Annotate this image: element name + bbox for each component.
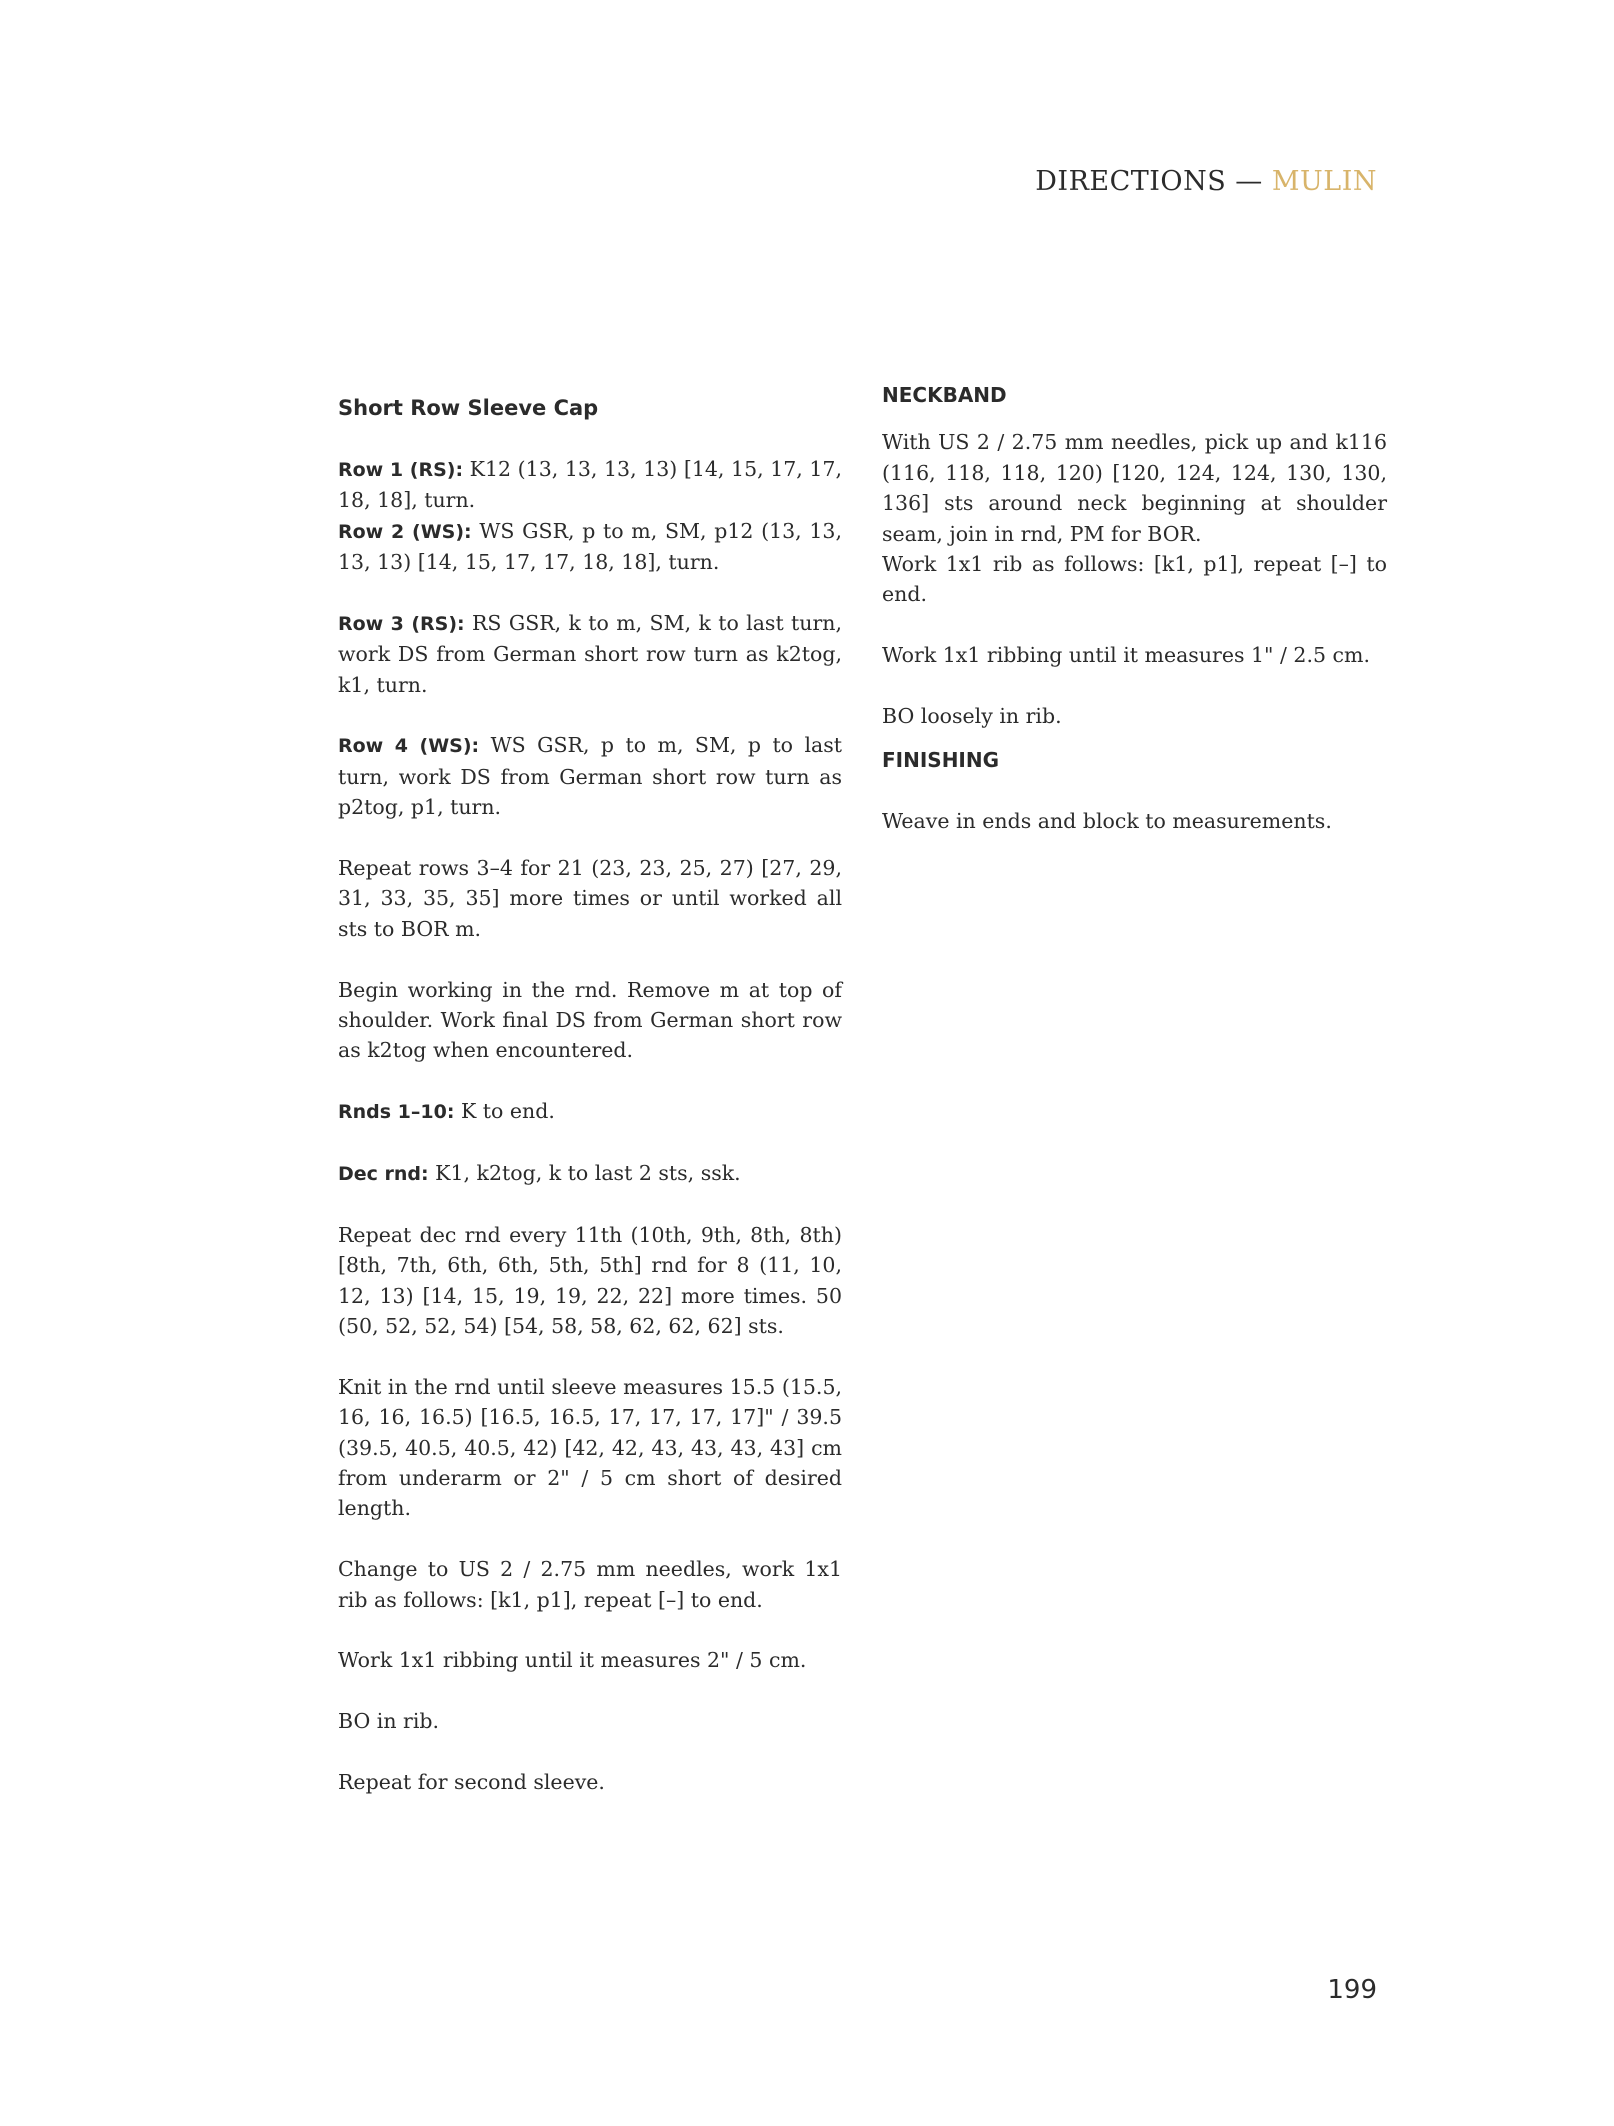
neckband-bo-paragraph: BO loosely in rib. bbox=[882, 704, 1062, 729]
rnds-label: Rnds 1–10: bbox=[338, 1101, 455, 1124]
neckband-rib-paragraph: Work 1x1 rib as follows: [k1, p1], repeat [–] to end. bbox=[882, 552, 1387, 607]
begin-rnd-paragraph: Begin working in the rnd. Remove m at top of shoulder. Work final DS from German short row as k2tog when encountered. bbox=[338, 977, 842, 1063]
running-header bbox=[1035, 166, 1377, 197]
left-column bbox=[338, 393, 842, 1797]
knit-rnd-paragraph: Knit in the rnd until sleeve measures 15.5 (15.5, 16, 16, 16.5) [16.5, 16.5, 17, 17, 17, 17]" / 39.5 (39.5, 40.5, 40.5, 42) [42, 42, 43, 43, 43, 43] cm from underarm or 2" / 5 cm short of desired length. bbox=[338, 1374, 842, 1521]
dec-rnd-label: Dec rnd: bbox=[338, 1163, 429, 1186]
header-pattern-name: MULIN bbox=[1271, 166, 1377, 197]
page-number: 199 bbox=[1327, 1975, 1377, 2005]
row-1-label: Row 1 (RS): bbox=[338, 458, 464, 481]
repeat-rows-paragraph: Repeat rows 3–4 for 21 (23, 23, 25, 27) [27, 29, 31, 33, 35, 35] more times or until worked all sts to BOR m. bbox=[338, 856, 842, 941]
neckband-pickup-paragraph: With US 2 / 2.75 mm needles, pick up and k116 (116, 118, 118, 120) [120, 124, 124, 130, 130, 136] sts around neck beginning at shoulder seam, join in rnd, PM for BOR. bbox=[882, 430, 1387, 546]
header-separator: — bbox=[1226, 166, 1272, 197]
rnds-instruction bbox=[338, 1096, 842, 1127]
row-4-text: WS GSR, p to m, SM, p to last turn, work DS from German short row turn as p2tog, p1, turn. bbox=[338, 733, 842, 820]
change-needles-paragraph: Change to US 2 / 2.75 mm needles, work 1x1 rib as follows: [k1, p1], repeat [–] to end. bbox=[338, 1557, 842, 1612]
dec-rnd-instruction bbox=[338, 1158, 842, 1189]
row-2-label: Row 2 (WS): bbox=[338, 520, 472, 543]
row-3-label: Row 3 (RS): bbox=[338, 612, 465, 635]
row-2-text: WS GSR, p to m, SM, p12 (13, 13, 13, 13) [14, 15, 17, 17, 18, 18], turn. bbox=[338, 518, 842, 575]
row-3-instruction bbox=[338, 608, 842, 700]
repeat-dec-paragraph: Repeat dec rnd every 11th (10th, 9th, 8th, 8th) [8th, 7th, 6th, 6th, 5th, 5th] rnd for 8 (11, 10, 12, 13) [14, 15, 19, 19, 22, 22] more times. 50 (50, 52, 52, 54) [54, 58, 58, 62, 62, 62] sts. bbox=[338, 1222, 842, 1339]
finishing-paragraph: Weave in ends and block to measurements. bbox=[882, 809, 1332, 834]
row-3-text: RS GSR, k to m, SM, k to last turn, work DS from German short row turn as k2tog, k1, turn. bbox=[338, 610, 842, 697]
dec-rnd-text: K1, k2tog, k to last 2 sts, ssk. bbox=[428, 1161, 741, 1186]
section-title-neckband: NECKBAND bbox=[882, 383, 1007, 407]
row-1-instruction bbox=[338, 454, 842, 516]
rnds-text: K to end. bbox=[454, 1099, 555, 1124]
row-2-instruction bbox=[338, 516, 842, 578]
repeat-sleeve-paragraph: Repeat for second sleeve. bbox=[338, 1770, 605, 1795]
work-ribbing-paragraph: Work 1x1 ribbing until it measures 2" / 5 cm. bbox=[338, 1648, 807, 1673]
bo-paragraph: BO in rib. bbox=[338, 1709, 440, 1734]
row-4-label: Row 4 (WS): bbox=[338, 735, 480, 758]
neckband-ribbing-paragraph: Work 1x1 ribbing until it measures 1" / 2.5 cm. bbox=[882, 643, 1370, 668]
row-1-text: K12 (13, 13, 13, 13) [14, 15, 17, 17, 18, 18], turn. bbox=[338, 456, 842, 513]
header-section: DIRECTIONS bbox=[1035, 166, 1227, 197]
section-title-sleeve-cap: Short Row Sleeve Cap bbox=[338, 396, 599, 420]
row-4-instruction bbox=[338, 730, 842, 822]
section-title-finishing: FINISHING bbox=[882, 748, 1000, 773]
right-column bbox=[882, 380, 1387, 837]
